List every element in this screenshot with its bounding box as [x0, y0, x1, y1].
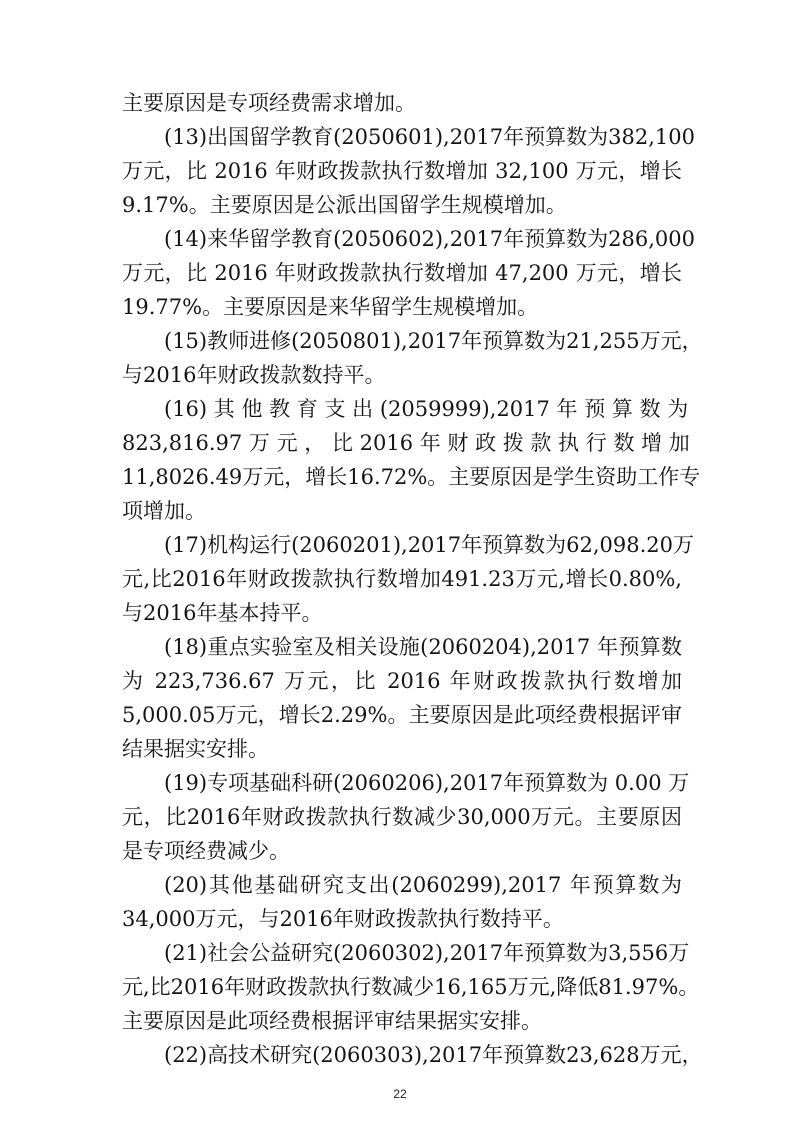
paragraph-line: (19)专项基础科研(2060206),2017年预算数为 0.00 万 [164, 771, 690, 795]
paragraph-line: 5,000.05万元，增长2.29%。主要原因是此项经费根据评审 [122, 703, 682, 727]
paragraph-line: 主要原因是此项经费根据评审结果据实安排。 [122, 1009, 542, 1033]
paragraph-line: 与2016年财政拨款数持平。 [122, 363, 386, 387]
paragraph-line: 万元，比 2016 年财政拨款执行数增加 32,100 万元，增长 [122, 159, 682, 183]
paragraph-line: (16) 其 他 教 育 支 出 (2059999),2017 年 预 算 数 为 [164, 397, 689, 421]
paragraph-line: (20)其他基础研究支出(2060299),2017 年预算数为 [164, 873, 682, 897]
paragraph-line: (17)机构运行(2060201),2017年预算数为62,098.20万 [164, 533, 695, 557]
paragraph-line: (13)出国留学教育(2050601),2017年预算数为382,100 [164, 125, 695, 149]
paragraph-line: 元,比2016年财政拨款执行数减少16,165万元,降低81.97%。 [122, 975, 700, 999]
paragraph-line: 11,8026.49万元，增长16.72%。主要原因是学生资助工作专 [122, 465, 701, 489]
paragraph-line: (18)重点实验室及相关设施(2060204),2017 年预算数 [164, 635, 682, 659]
paragraph-line: 万元，比 2016 年财政拨款执行数增加 47,200 万元，增长 [122, 261, 682, 285]
paragraph-line: 结果据实安排。 [122, 737, 269, 761]
paragraph-line: 与2016年基本持平。 [122, 601, 323, 625]
page-number: 22 [393, 1087, 407, 1101]
paragraph-line: 项增加。 [122, 499, 206, 523]
paragraph-line: 元,比2016年财政拨款执行数增加491.23万元,增长0.80%, [122, 567, 682, 591]
paragraph-line: (14)来华留学教育(2050602),2017年预算数为286,000 [164, 227, 695, 251]
paragraph-line: 主要原因是专项经费需求增加。 [122, 91, 416, 115]
paragraph-line: 9.17%。主要原因是公派出国留学生规模增加。 [122, 193, 567, 217]
paragraph-line: 34,000万元，与2016年财政拨款执行数持平。 [122, 907, 564, 931]
paragraph-line: (15)教师进修(2050801),2017年预算数为21,255万元， [164, 329, 703, 353]
paragraph-line: 是专项经费减少。 [122, 839, 290, 863]
paragraph-line: 元，比2016年财政拨款执行数减少30,000万元。主要原因 [122, 805, 682, 829]
paragraph-line: 823,816.97 万 元 ， 比 2016 年 财 政 拨 款 执 行 数 增 加 [122, 431, 690, 455]
paragraph-line: 19.77%。主要原因是来华留学生规模增加。 [122, 295, 539, 319]
paragraph-line: (22)高技术研究(2060303),2017年预算数23,628万元， [164, 1043, 703, 1067]
paragraph-line: (21)社会公益研究(2060302),2017年预算数为3,556万 [164, 941, 690, 965]
paragraph-line: 为 223,736.67 万元，比 2016 年财政拨款执行数增加 [122, 669, 682, 693]
